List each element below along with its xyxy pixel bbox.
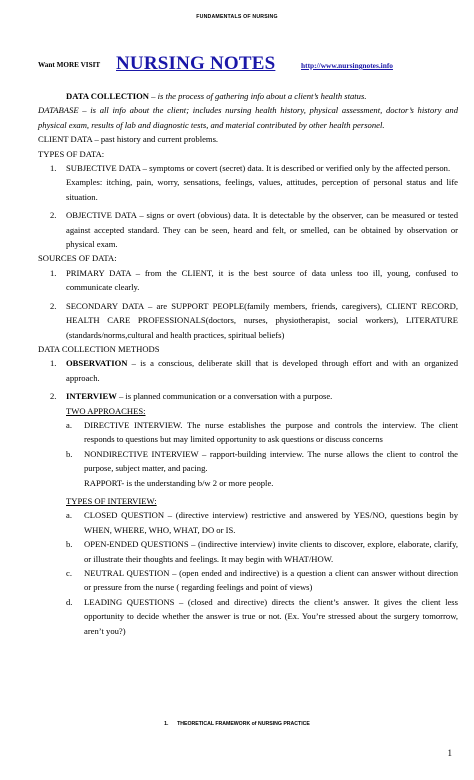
objective-data-text: OBJECTIVE DATA – signs or overt (obvious) data. It is detectable by the observer, can be measured or tested against accepted standard. They can be seen, heard and felt, or smelled, can be obtained by observation or physical exam.: [66, 210, 458, 250]
list-item: [38, 537, 458, 566]
interview-types-list: [38, 508, 458, 638]
list-item: [38, 418, 458, 447]
list-marker: 1.: [50, 267, 57, 278]
primary-data-text: PRIMARY DATA – from the CLIENT, it is the best source of data unless too ill, young, confused to communicate clearly.: [66, 267, 458, 293]
interview-term: INTERVIEW: [66, 391, 117, 402]
site-banner: [38, 53, 458, 77]
list-item: [38, 356, 458, 385]
sources-of-data-heading: SOURCES OF DATA:: [38, 253, 117, 264]
two-approaches-heading: TWO APPROACHES:: [66, 405, 146, 416]
methods-heading: DATA COLLECTION METHODS: [38, 343, 160, 354]
types-of-interview-heading: TYPES OF INTERVIEW:: [66, 495, 157, 506]
banner-want-text: Want MORE VISIT: [38, 61, 101, 69]
rapport-definition: RAPPORT- is the understanding b/w 2 or more people.: [84, 477, 274, 488]
list-item: [38, 508, 458, 537]
list-marker: c.: [66, 568, 72, 578]
database-definition: DATABASE – is all info about the client; includes nursing health history, physical assessment, doctor’s history and physical exam, results of lab and diagnostic tests, and material contributed by other health personel.: [38, 105, 458, 130]
types-of-data-list-2: [38, 208, 458, 251]
secondary-data-text: SECONDARY DATA – are SUPPORT PEOPLE(family members, friends, caregivers), CLIENT RECORD, HEALTH CARE PROFESSIONALS(doctors, nurses, physiotherapist, social workers), LITERATURE (standards/norms,cultural and health practices, spiritual beliefs): [66, 300, 458, 340]
sources-of-data-list: [38, 266, 458, 342]
types-of-data-heading: TYPES OF DATA:: [38, 148, 105, 159]
observation-text: – is a conscious, deliberate skill that is developed through effort and with an organized approach.: [66, 358, 458, 383]
list-marker: b.: [66, 448, 73, 459]
list-marker: a.: [66, 510, 72, 521]
list-item: [38, 389, 458, 403]
approaches-list: [38, 418, 458, 476]
list-item: [38, 447, 458, 476]
directive-interview-text: DIRECTIVE INTERVIEW. The nurse establishes the purpose and controls the interview. The client responds to questions but may limited opportunity to ask questions or discuss concerns: [84, 419, 458, 445]
interview-text: – is planned communication or a conversation with a purpose.: [116, 391, 333, 402]
types-of-data-list: [38, 161, 458, 175]
data-collection-definition: [38, 89, 458, 103]
leading-question-text: LEADING QUESTIONS – (closed and directive) directs the client’s answer. It gives the client less opportunity to decide whether the answer is true or not. (Ex. You’re stressed about the surgery tomorrow, aren’t you?): [84, 596, 458, 636]
list-marker: 2.: [50, 300, 57, 311]
list-marker: b.: [66, 539, 73, 550]
list-item: [38, 161, 458, 175]
document-body: [38, 89, 458, 638]
list-item: [38, 266, 458, 295]
data-collection-def: – is the process of gathering info about a client’s health status.: [149, 91, 367, 101]
open-ended-question-text: OPEN-ENDED QUESTIONS – (indirective interview) invite clients to discover, explore, elaborate, clarify, or illustrate their thoughts and feelings. It may begin with WHAT/HOW.: [84, 539, 458, 564]
observation-term: OBSERVATION: [66, 358, 128, 369]
neutral-question-text: NEUTRAL QUESTION – (open ended and indirective) is a question a client can answer without direction or pressure from the nurse ( regarding feelings and point of views): [84, 568, 458, 593]
closed-question-text: CLOSED QUESTION – (directive interview) restrictive and answered by YES/NO, questions begin by WHEN, WHERE, WHO, WHAT, DO or IS.: [84, 510, 458, 535]
list-marker: 1.: [50, 163, 57, 174]
list-item: [38, 299, 458, 342]
data-collection-term: DATA COLLECTION: [66, 91, 150, 101]
methods-list: [38, 356, 458, 403]
client-data-definition: CLIENT DATA – past history and current problems.: [38, 134, 219, 145]
list-marker: 2.: [50, 391, 57, 402]
banner-brand-link[interactable]: NURSING NOTES: [116, 53, 276, 74]
list-marker: a.: [66, 419, 72, 430]
nondirective-interview-text: NONDIRECTIVE INTERVIEW – rapport-building interview. The nurse allows the client to control the purpose, subject matter, and pacing.: [84, 448, 458, 474]
running-head: FUNDAMENTALS OF NURSING: [196, 14, 278, 20]
footer-section-title: 1. THEORETICAL FRAMEWORK of NURSING PRACTICE: [164, 721, 310, 727]
list-marker: d.: [66, 596, 73, 607]
page-number: 1: [447, 748, 452, 758]
list-item: [38, 208, 458, 251]
list-marker: 2.: [50, 210, 57, 221]
list-item: [38, 595, 458, 638]
subjective-examples: Examples: itching, pain, worry, sensations, feelings, values, attitudes, perception of personal status and life situation.: [66, 177, 458, 202]
list-marker: 1.: [50, 358, 57, 369]
list-item: [38, 566, 458, 595]
banner-url-link[interactable]: http://www.nursingnotes.info: [301, 61, 393, 70]
subjective-data-text: SUBJECTIVE DATA – symptoms or covert (secret) data. It is described or verified only by the affected person.: [66, 163, 451, 174]
